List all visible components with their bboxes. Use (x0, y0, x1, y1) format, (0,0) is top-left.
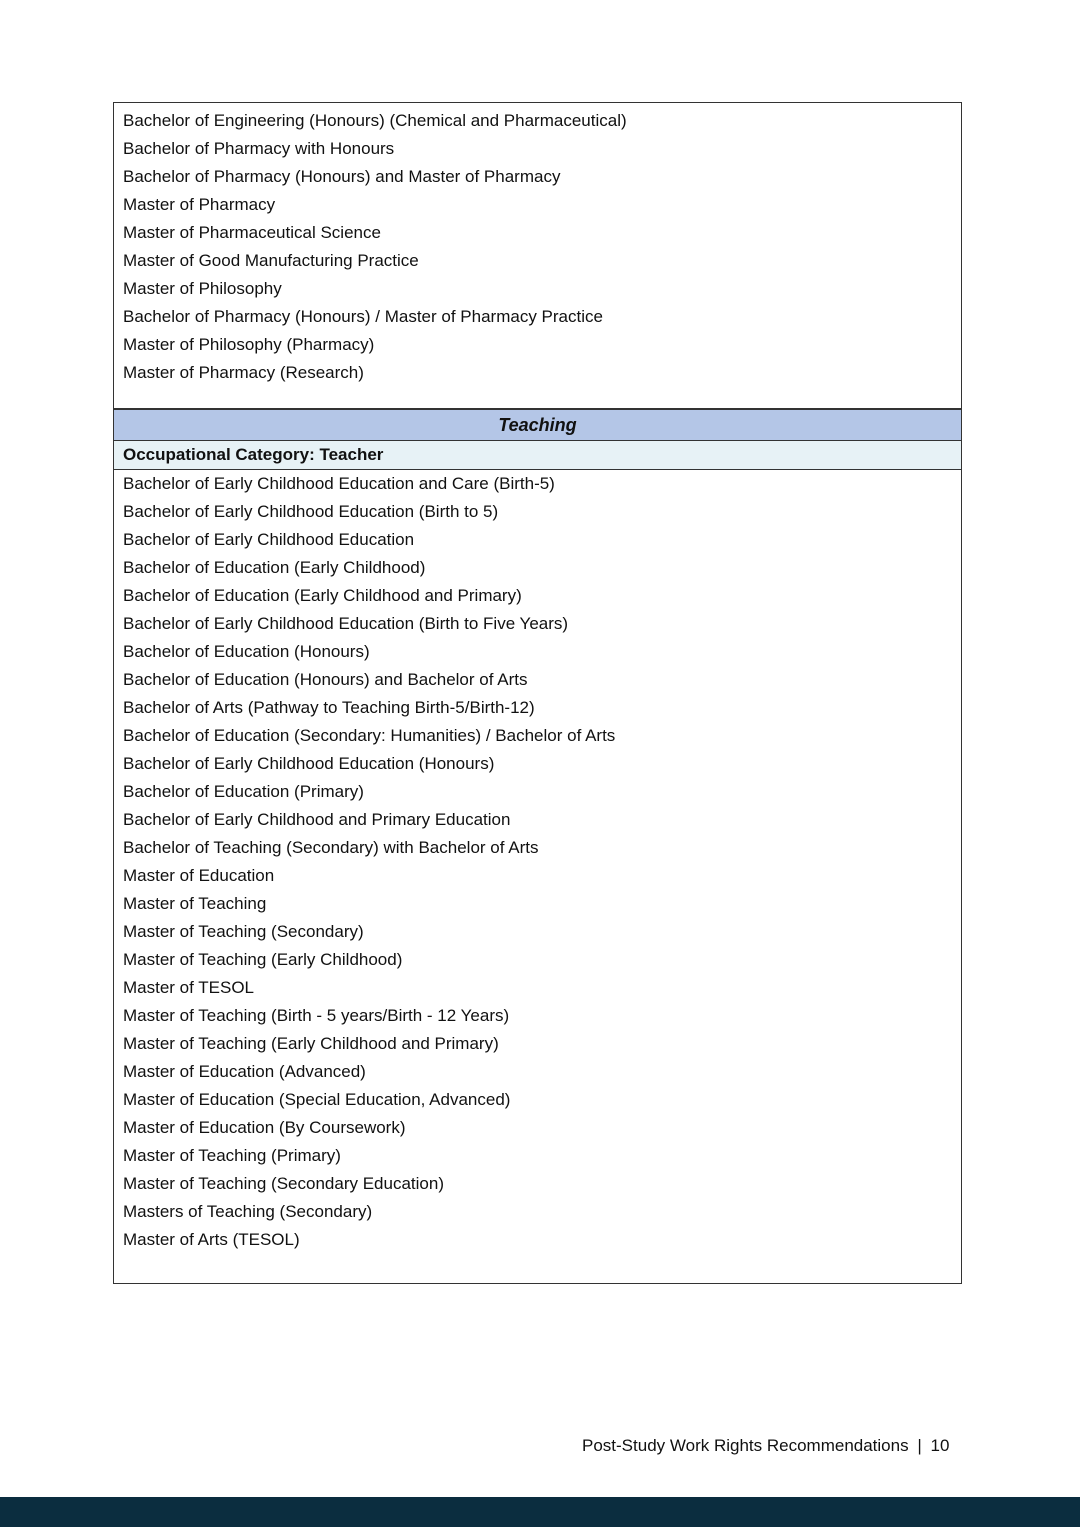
course-row: Bachelor of Arts (Pathway to Teaching Birth-5/Birth-12) (123, 698, 535, 717)
course-row: Master of Pharmaceutical Science (123, 223, 381, 242)
course-row: Bachelor of Early Childhood Education (Honours) (123, 754, 495, 773)
course-row: Master of Teaching (Secondary) (123, 922, 364, 941)
section-header-teaching: Teaching (114, 408, 961, 441)
course-row: Master of Teaching (Primary) (123, 1146, 341, 1165)
course-row: Master of TESOL (123, 978, 255, 997)
course-row: Bachelor of Education (Secondary: Humanities) / Bachelor of Arts (123, 726, 616, 745)
course-row: Master of Pharmacy (123, 195, 276, 214)
footer-separator: | (917, 1436, 922, 1455)
footer-bar (0, 1497, 1080, 1527)
course-row: Master of Arts (TESOL) (123, 1230, 300, 1249)
course-row: Bachelor of Early Childhood Education (Birth to Five Years) (123, 614, 569, 633)
course-row: Bachelor of Early Childhood Education (123, 530, 415, 549)
course-row: Master of Pharmacy (Research) (123, 363, 364, 382)
course-row: Bachelor of Early Childhood and Primary Education (123, 810, 511, 829)
course-row: Masters of Teaching (Secondary) (123, 1202, 373, 1221)
course-row: Bachelor of Education (Early Childhood and Primary) (123, 586, 522, 605)
course-row: Bachelor of Engineering (Honours) (Chemical and Pharmaceutical) (123, 111, 627, 130)
courses-table (113, 102, 962, 1284)
course-row: Bachelor of Education (Honours) and Bachelor of Arts (123, 670, 528, 689)
course-row: Bachelor of Pharmacy with Honours (123, 139, 395, 158)
course-row: Bachelor of Early Childhood Education and Care (Birth-5) (123, 474, 555, 493)
course-row: Master of Teaching (Secondary Education) (123, 1174, 444, 1193)
course-row: Master of Philosophy (123, 279, 282, 298)
course-row: Bachelor of Education (Primary) (123, 782, 364, 801)
course-row: Bachelor of Education (Honours) (123, 642, 370, 661)
course-row: Master of Teaching (Early Childhood) (123, 950, 403, 969)
course-row: Master of Teaching (Birth - 5 years/Birth - 12 Years) (123, 1006, 510, 1025)
course-row: Master of Philosophy (Pharmacy) (123, 335, 375, 354)
course-row: Bachelor of Early Childhood Education (Birth to 5) (123, 502, 499, 521)
occupational-category-row: Occupational Category: Teacher (114, 441, 961, 470)
page-footer (582, 1436, 949, 1456)
course-row: Master of Good Manufacturing Practice (123, 251, 419, 270)
course-row: Bachelor of Education (Early Childhood) (123, 558, 426, 577)
course-row: Master of Education (Special Education, Advanced) (123, 1090, 511, 1109)
teaching-course-list (114, 470, 961, 1283)
course-row: Master of Teaching (Early Childhood and Primary) (123, 1034, 499, 1053)
course-row: Master of Education (By Coursework) (123, 1118, 406, 1137)
course-row: Master of Education (123, 866, 275, 885)
page-number: 10 (930, 1436, 950, 1455)
course-row: Bachelor of Pharmacy (Honours) / Master of Pharmacy Practice (123, 307, 603, 326)
course-row: Master of Education (Advanced) (123, 1062, 366, 1081)
course-row: Bachelor of Teaching (Secondary) with Bachelor of Arts (123, 838, 539, 857)
footer-title: Post-Study Work Rights Recommendations (582, 1436, 909, 1455)
pharmacy-course-list (114, 103, 961, 408)
course-row: Master of Teaching (123, 894, 267, 913)
course-row: Bachelor of Pharmacy (Honours) and Master of Pharmacy (123, 167, 561, 186)
